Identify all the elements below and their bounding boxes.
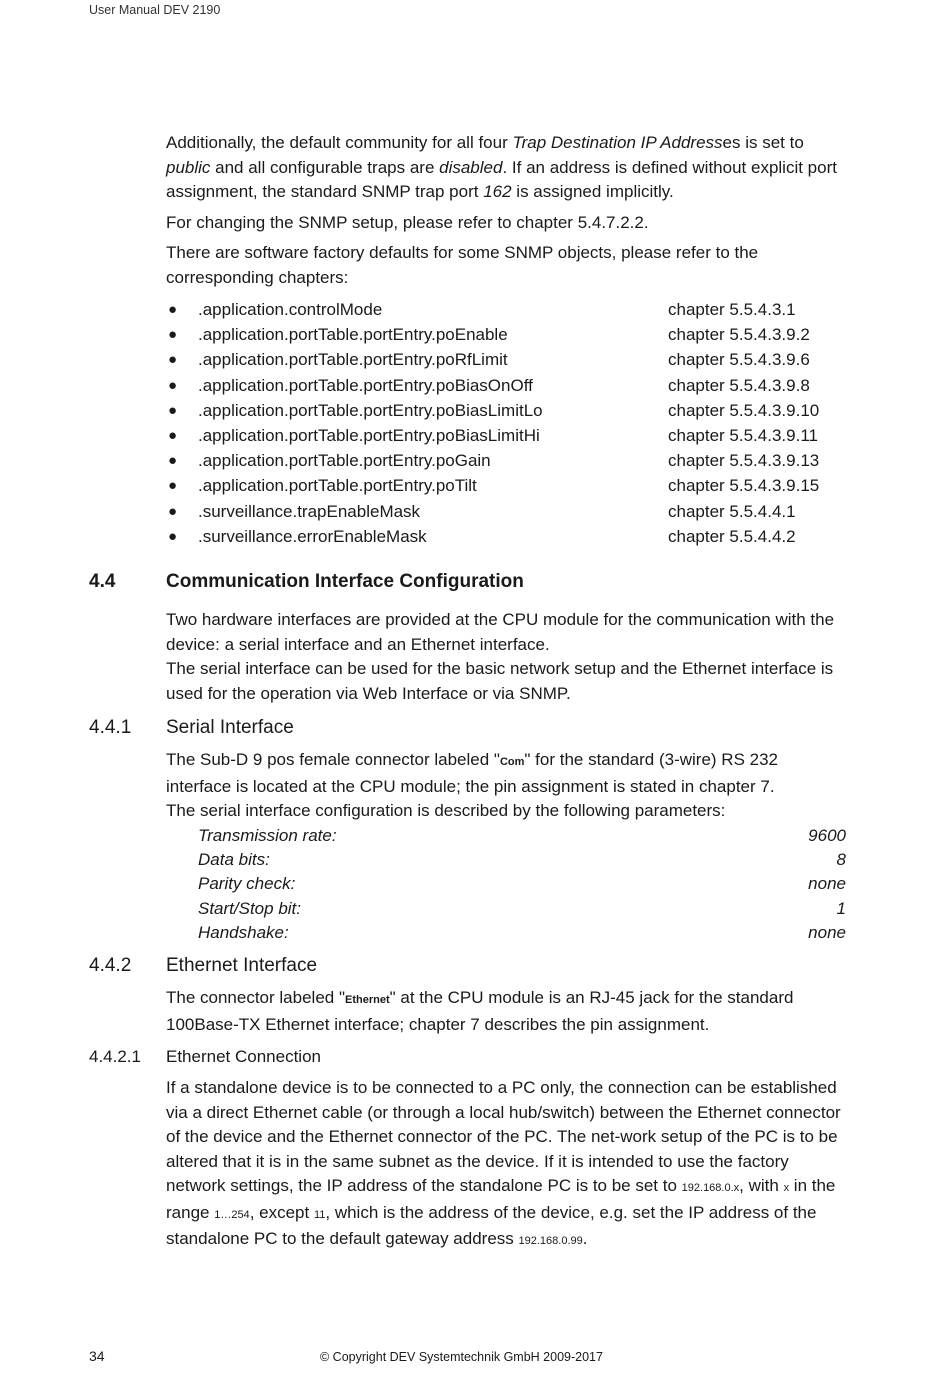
bullet-icon: ● <box>168 401 178 419</box>
chapter-reference: chapter 5.5.4.3.9.2 <box>668 325 810 345</box>
parameter-name: Data bits: <box>198 849 270 869</box>
list-item <box>166 347 846 372</box>
section-title: Serial Interface <box>166 717 294 738</box>
parameter-row <box>198 848 846 872</box>
list-item <box>166 322 846 347</box>
running-header: User Manual DEV 2190 <box>89 3 221 17</box>
paragraph: Two hardware interfaces are provided at the CPU module for the communication with the device: a serial interface and an Ethernet interface. <box>166 610 835 654</box>
paragraph: The serial interface configuration is described by the following parameters: <box>166 801 726 820</box>
copyright-footer: © Copyright DEV Systemtechnik GmbH 2009-2017 <box>320 1350 603 1364</box>
bullet-icon: ● <box>168 527 178 545</box>
paragraph: If a standalone device is to be connected to a PC only, the connection can be established via a direct Ethernet cable (or through a local hub/switch) between the Ethernet connector of the device and the Ethernet connector of the PC. The net-work setup of the PC is to be altered that it is in the same subnet as the device. If it is intended to use the factory network settings, the IP address of the standalone PC is to be set to 192.168.0.x, with x in the range 1…254, except 11, which is the address of the device, e.g. set the IP address of the standalone PC to the default gateway address 192.168.0.99. <box>166 1078 841 1248</box>
bullet-icon: ● <box>168 326 178 344</box>
list-item <box>166 448 846 473</box>
parameter-name: Handshake: <box>198 923 289 943</box>
parameter-value: 8 <box>836 849 846 869</box>
list-item <box>166 473 846 498</box>
snmp-object: .application.portTable.portEntry.poBiasLimitLo <box>198 400 543 420</box>
page-number: 34 <box>89 1348 105 1364</box>
list-item <box>166 423 846 448</box>
serial-parameters <box>198 824 846 946</box>
bullet-icon: ● <box>168 351 178 369</box>
section-4-4-2-1-body <box>166 1076 846 1254</box>
snmp-object: .application.portTable.portEntry.poGain <box>198 451 491 471</box>
list-item <box>166 398 846 423</box>
section-number: 4.4.2.1 <box>89 1047 141 1066</box>
parameter-row <box>198 921 846 945</box>
section-title: Ethernet Connection <box>166 1047 321 1066</box>
chapter-reference: chapter 5.5.4.3.1 <box>668 300 796 319</box>
section-4-4-1-body <box>166 748 846 945</box>
parameter-name: Parity check: <box>198 874 296 894</box>
parameter-value: none <box>808 874 846 894</box>
bullet-icon: ● <box>168 301 178 318</box>
parameter-value: none <box>808 923 846 943</box>
chapter-reference: chapter 5.5.4.4.1 <box>668 501 796 521</box>
paragraph: The serial interface can be used for the basic network setup and the Ethernet interface is used for the operation via Web Interface or via SNMP. <box>166 659 834 703</box>
parameter-name: Start/Stop bit: <box>198 898 301 918</box>
chapter-reference: chapter 5.5.4.3.9.15 <box>668 476 820 496</box>
section-title: Communication Interface Configuration <box>166 571 524 592</box>
parameter-row <box>198 824 846 848</box>
list-item <box>166 499 846 524</box>
connector-label: Ethernet <box>344 994 390 1006</box>
snmp-defaults-list <box>166 297 846 549</box>
bullet-icon: ● <box>168 426 178 444</box>
bullet-icon: ● <box>168 502 178 520</box>
parameter-row <box>198 897 846 921</box>
chapter-reference: chapter 5.5.4.4.2 <box>668 526 796 546</box>
intro-paragraph-3: There are software factory defaults for some SNMP objects, please refer to the corresponding chapters: <box>166 243 759 287</box>
section-number: 4.4 <box>89 571 116 592</box>
chapter-reference: chapter 5.5.4.3.9.8 <box>668 375 810 395</box>
snmp-object: .application.portTable.portEntry.poTilt <box>198 476 477 496</box>
chapter-reference: chapter 5.5.4.3.9.6 <box>668 350 810 370</box>
snmp-object: .surveillance.errorEnableMask <box>198 526 427 546</box>
bullet-icon: ● <box>168 477 178 495</box>
chapter-reference: chapter 5.5.4.3.9.13 <box>668 451 820 471</box>
list-item <box>166 297 846 322</box>
section-title: Ethernet Interface <box>166 955 318 976</box>
intro-paragraph-2: For changing the SNMP setup, please refer to chapter 5.4.7.2.2. <box>166 212 649 232</box>
bullet-icon: ● <box>168 376 178 394</box>
parameter-name: Transmission rate: <box>198 825 337 845</box>
parameter-row <box>198 872 846 896</box>
list-item <box>166 524 846 549</box>
list-item <box>166 373 846 398</box>
snmp-object: .application.portTable.portEntry.poRfLimit <box>198 350 508 370</box>
snmp-object: .application.controlMode <box>198 300 383 319</box>
section-4-4-2-body <box>166 986 846 1037</box>
section-4-4-body <box>166 608 846 706</box>
bullet-icon: ● <box>168 452 178 470</box>
snmp-object: .surveillance.trapEnableMask <box>198 501 421 521</box>
intro-paragraph-1: Additionally, the default community for all four Trap Destination IP Addresses is set to public and all configurable traps are disabled. If an address is defined without explicit port assignment, the standard SNMP trap port 162 is assigned implicitly. <box>166 133 837 201</box>
parameter-value: 9600 <box>808 825 846 845</box>
chapter-reference: chapter 5.5.4.3.9.11 <box>668 425 818 445</box>
paragraph: The connector labeled "Ethernet" at the CPU module is an RJ-45 jack for the standard 100Base-TX Ethernet interface; chapter 7 describes the pin assignment. <box>166 988 794 1034</box>
intro-section <box>166 131 846 549</box>
chapter-reference: chapter 5.5.4.3.9.10 <box>668 400 820 420</box>
snmp-object: .application.portTable.portEntry.poBiasLimitHi <box>198 425 540 445</box>
snmp-object: .application.portTable.portEntry.poEnable <box>198 325 508 345</box>
connector-label: Com <box>499 756 525 768</box>
section-number: 4.4.2 <box>89 955 132 976</box>
parameter-value: 1 <box>836 898 846 918</box>
section-number: 4.4.1 <box>89 717 132 738</box>
paragraph: The Sub-D 9 pos female connector labeled "Com" for the standard (3-wire) RS 232 interface is located at the CPU module; the pin assignment is stated in chapter 7. <box>166 750 778 796</box>
snmp-object: .application.portTable.portEntry.poBiasOnOff <box>198 375 533 395</box>
